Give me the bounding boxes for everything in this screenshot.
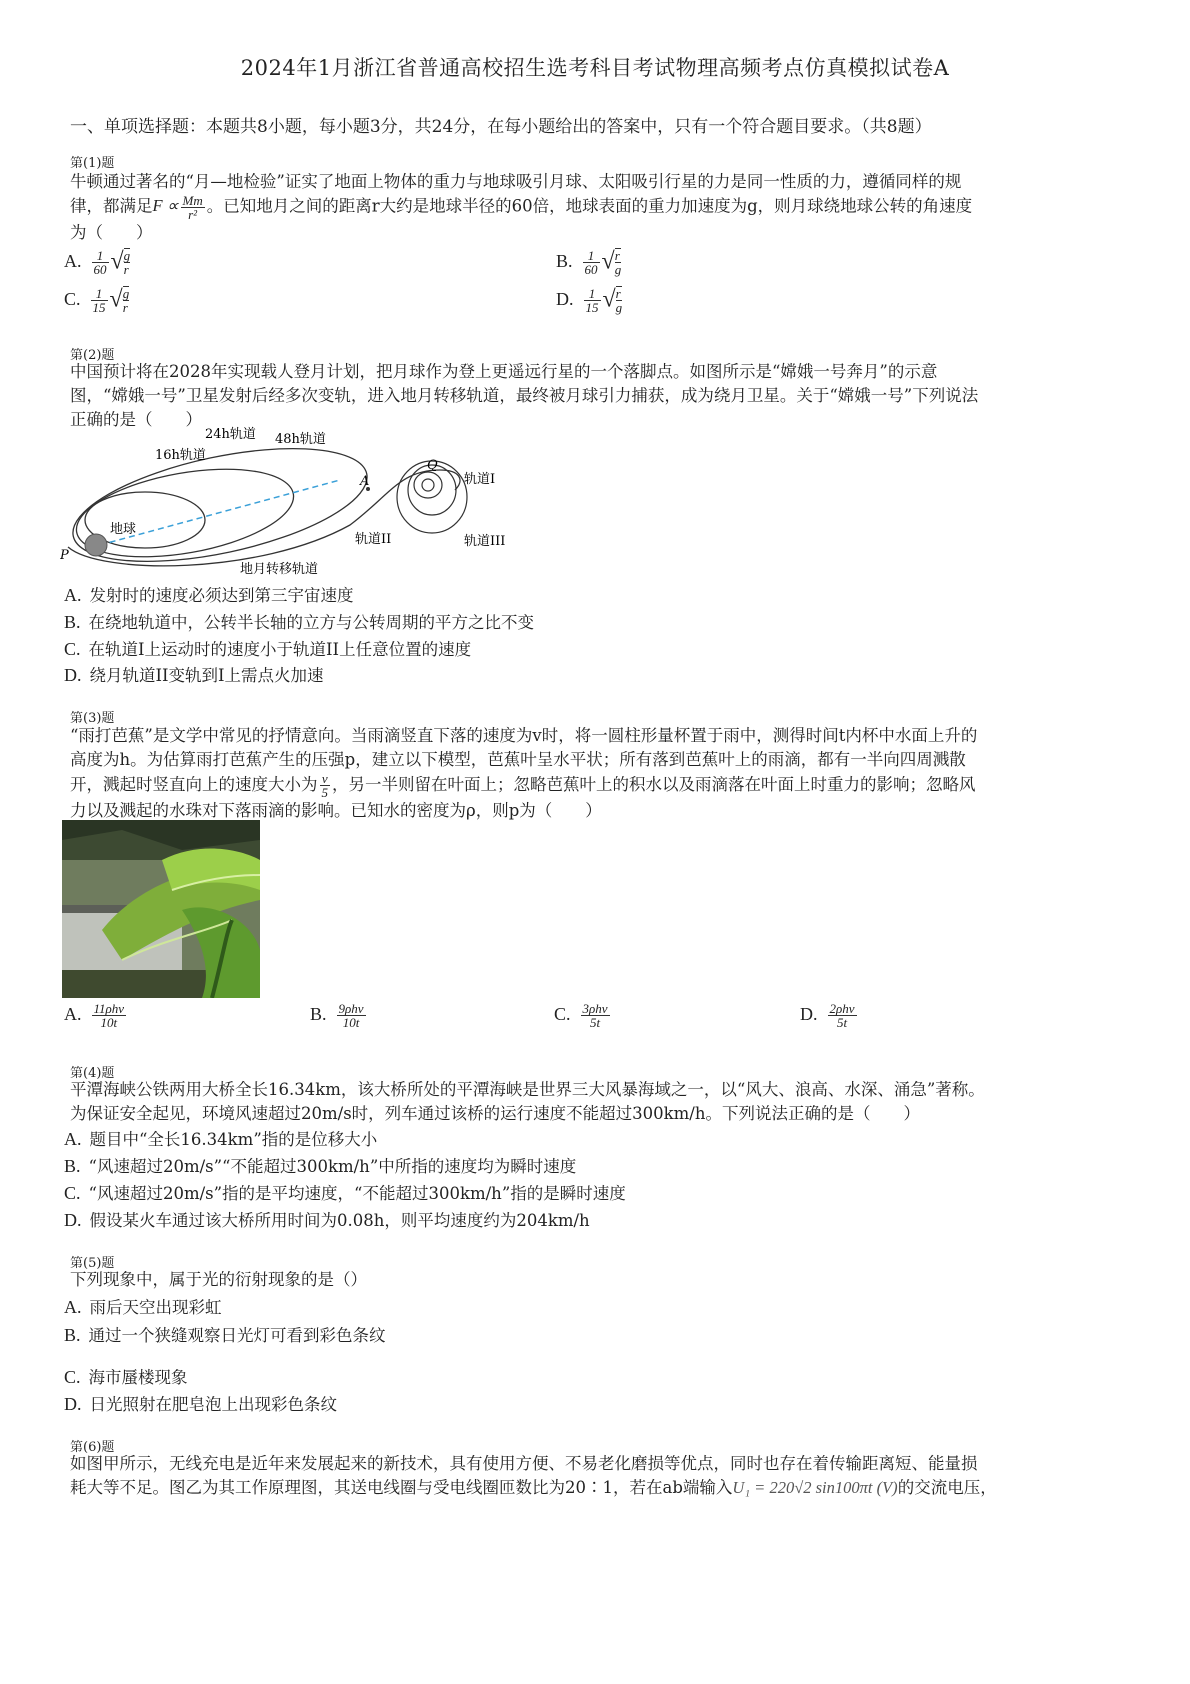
question-3-line-1: “雨打芭蕉”是文学中常见的抒情意向。当雨滴竖直下落的速度为v时，将一圆柱形量杯置于雨中，测得时间t内杯中水面上升的 [70,726,978,745]
question-1-line-2-b: 。已知地月之间的距离r大约是地球半径的60倍，地球表面的重力加速度为g，则月球绕地球公转的角速度 [206,196,973,216]
section-heading: 一、单项选择题：本题共8小题，每小题3分，共24分，在每小题给出的答案中，只有一个符合题目要求。（共8题） [70,117,932,137]
question-4-line-2: 为保证安全起见，环境风速超过20m/s时，列车通过该桥的运行速度不能超过300km/h。下列说法正确的是（ ） [70,1104,920,1123]
q1-option-b[interactable]: B. $\frac{1}{60}$ √ $\frac{r}{g}$ [556,247,622,277]
q1-option-a[interactable]: A. $\frac{1}{60}$ √ $\frac{g}{r}$ [64,247,131,277]
question-6-line-2: 耗大等不足。图乙为其工作原理图，其送电线圈与受电线圈匝数比为20∶1，若在ab端输入U₁ = 220√2 sin100πt (V)的交流电压， [70,1478,997,1497]
q2-option-b[interactable]: B. 在绕地轨道中，公转半长轴的立方与公转周期的平方之比不变 [64,612,535,632]
orbit-24h [70,455,301,572]
question-3-number: 第(3)题 [70,711,115,726]
question-5-text: 下列现象中，属于光的衍射现象的是（） [70,1270,367,1289]
label-A: A [360,474,370,489]
question-6-line-1: 如图甲所示，无线充电是近年来发展起来的新技术，具有使用方便、不易老化磨损等优点，同时也存在着传输距离短、能量损 [70,1454,978,1473]
q4-option-d[interactable]: D. 假设某火车通过该大桥所用时间为0.08h，则平均速度约为204km/h [64,1210,590,1230]
q3-option-c[interactable]: C. $\frac{\text{3ρhv}}{5t}$ [554,1001,608,1030]
q3-option-b[interactable]: B. $\frac{\text{9ρhv}}{10t}$ [310,1001,364,1030]
label-earth: 地球 [110,522,137,537]
voltage-formula: U₁ = 220√2 sin100πt (V) [732,1478,898,1497]
label-transfer-orbit: 地月转移轨道 [240,562,319,577]
question-1-text [70,170,1130,245]
q5-option-b[interactable]: B. 通过一个狭缝观察日光灯可看到彩色条纹 [64,1325,386,1345]
question-2-line-1: 中国预计将在2028年实现载人登月计划，把月球作为登上更遥远行星的一个落脚点。如图所示是“嫦娥一号奔月”的示意 [70,362,938,381]
label-24h: 24h轨道 [205,427,256,442]
question-3-line-2: 高度为h。为估算雨打芭蕉产生的压强p，建立以下模型，芭蕉叶呈水平状；所有落到芭蕉叶上的雨滴，都有一半向四周溅散 [70,750,966,769]
question-1-line-2-a: 律，都满足 [70,196,153,216]
q4-option-a[interactable]: A. 题目中“全长16.34km”指的是位移大小 [64,1129,378,1149]
q5-option-a[interactable]: A. 雨后天空出现彩虹 [64,1297,222,1317]
question-4-text [70,1078,1130,1126]
q1-option-d[interactable]: D. $\frac{1}{15}$ √ $\frac{r}{g}$ [556,285,623,315]
q2-option-a[interactable]: A. 发射时的速度必须达到第三宇宙速度 [64,585,354,605]
question-1-number: 第(1)题 [70,156,115,171]
label-orbit-II: 轨道II [355,532,392,547]
earth-icon [85,534,107,556]
q5-option-d[interactable]: D. 日光照射在肥皂泡上出现彩色条纹 [64,1394,337,1414]
q5-option-c[interactable]: C. 海市蜃楼现象 [64,1367,188,1387]
question-5-number: 第(5)题 [70,1256,115,1271]
banana-leaf-photo [62,820,260,998]
question-2-number: 第(2)题 [70,348,115,363]
question-4-number: 第(4)题 [70,1066,115,1081]
question-1-line-1: 牛顿通过著名的“月—地检验”证实了地面上物体的重力与地球吸引月球、太阳吸引行星的力是同一性质的力，遵循同样的规 [70,172,962,191]
question-3-line-4: 力以及溅起的水珠对下落雨滴的影响。已知水的密度为ρ，则p为（ ） [70,801,602,820]
question-2-line-2: 图，“嫦娥一号”卫星发射后经多次变轨，进入地月转移轨道，最终被月球引力捕获，成为绕月卫星。关于“嫦娥一号”下列说法 [70,386,979,405]
q3-option-d[interactable]: D. $\frac{\text{2ρhv}}{5t}$ [800,1001,855,1030]
question-6-text [70,1452,1130,1500]
orbit-48h [63,427,376,580]
label-16h: 16h轨道 [155,448,206,463]
question-6-number: 第(6)题 [70,1440,115,1455]
label-48h: 48h轨道 [275,432,326,447]
orbit-diagram [60,425,530,580]
page-title: 2024年1月浙江省普通高校招生选考科目考试物理高频考点仿真模拟试卷A [240,56,950,80]
orbit-I [414,472,442,498]
question-1-line-2 [70,194,1130,221]
gravity-formula: F ∝ $\frac{Mm}{\text{r²}}$ [152,193,203,222]
q4-option-b[interactable]: B. “风速超过20m/s”“不能超过300km/h”中所指的速度均为瞬时速度 [64,1156,577,1176]
question-3-text [70,724,1130,823]
q1-option-c[interactable]: C. $\frac{1}{15}$ √ $\frac{g}{r}$ [64,285,130,315]
question-2-line-3: 正确的是（ ） [70,410,202,429]
question-2-text [70,360,1130,432]
label-Q: Q [427,458,438,473]
question-4-line-1: 平潭海峡公铁两用大桥全长16.34km，该大桥所处的平潭海峡是世界三大风暴海域之一，以“风大、浪高、水深、涌急”著称。 [70,1080,985,1099]
label-orbit-III: 轨道III [464,534,506,549]
question-1-line-3: 为（ ） [70,223,153,242]
q3-option-a[interactable]: A. $\frac{\text{11ρhv}}{10t}$ [64,1001,125,1030]
q2-option-d[interactable]: D. 绕月轨道II变轨到I上需点火加速 [64,665,324,685]
label-P: P [60,548,69,563]
question-3-line-3: 开，溅起时竖直向上的速度大小为 $\frac{v}{5}$ ，另一半则留在叶面上；忽略芭蕉叶上的积水以及雨滴落在叶面上时重力的影响；忽略风 [70,771,976,800]
q2-option-c[interactable]: C. 在轨道I上运动时的速度小于轨道II上任意位置的速度 [64,639,472,659]
q4-option-c[interactable]: C. “风速超过20m/s”指的是平均速度，“不能超过300km/h”指的是瞬时速度 [64,1183,626,1203]
moon-icon [422,479,434,491]
label-orbit-I: 轨道I [464,472,496,487]
